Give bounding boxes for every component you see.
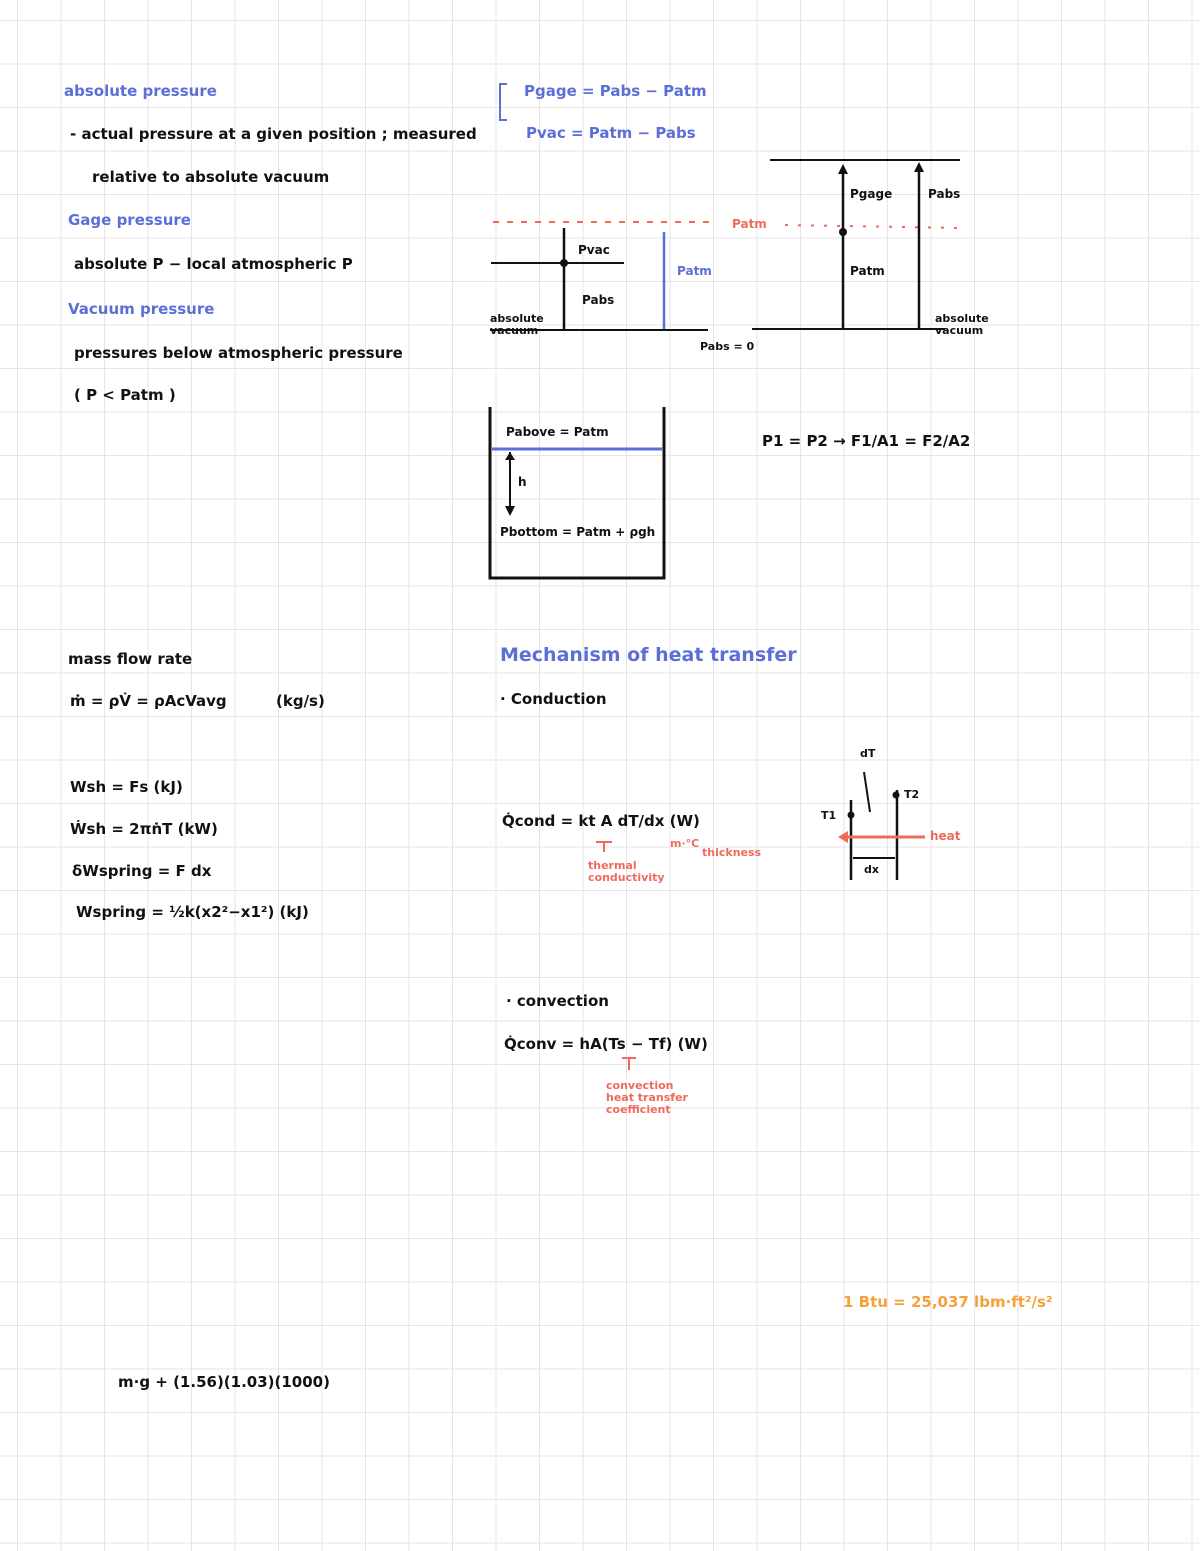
pabs-left-label: Pabs xyxy=(582,293,615,307)
dT-label: dT xyxy=(860,747,876,760)
mass-flow-rate-heading: mass flow rate xyxy=(68,650,193,668)
pabs-left-point xyxy=(560,259,568,267)
depth-arrow-top xyxy=(505,452,515,460)
mass-flow-rate-formula: ṁ = ρV̇ = ρAcVavg xyxy=(70,692,227,710)
pascal-formula: P1 = P2 → F1/A1 = F2/A2 xyxy=(762,432,971,450)
bottom-formula: m·g + (1.56)(1.03)(1000) xyxy=(118,1373,330,1391)
vacuum-pressure-condition: ( P < Patm ) xyxy=(74,386,176,404)
conduction-bullet: · Conduction xyxy=(500,690,607,708)
vacuum-pressure-definition: pressures below atmospheric pressure xyxy=(74,344,403,362)
tank-depth-label: h xyxy=(518,475,527,489)
absolute-vacuum-left-label: absolute vacuum xyxy=(490,312,544,337)
convection-bullet: · convection xyxy=(506,992,609,1010)
dx-label: dx xyxy=(864,863,879,876)
conductivity-unit-hint: m·°C xyxy=(670,837,700,850)
vacuum-pressure-formula: Pvac = Patm − Pabs xyxy=(526,124,696,142)
gage-pressure-formula: Pgage = Pabs − Patm xyxy=(524,82,707,100)
patm-dotted-line xyxy=(785,225,960,228)
absolute-pressure-heading: absolute pressure xyxy=(64,82,217,100)
dT-arrow xyxy=(864,772,870,812)
kt-annotation-mark xyxy=(596,842,612,852)
thermal-conductivity-note: thermal conductivity xyxy=(588,859,665,884)
pgage-arrow-head xyxy=(838,164,848,174)
absolute-pressure-definition-line-1: - actual pressure at a given position ; measured xyxy=(70,125,477,143)
pabs-zero-label: Pabs = 0 xyxy=(700,340,755,353)
tank-bottom-pressure-label: Pbottom = Patm + ρgh xyxy=(500,525,656,539)
convection-formula: Q̇conv = hA(Ts − Tf) (W) xyxy=(504,1035,708,1053)
T2-point xyxy=(893,792,900,799)
depth-arrow-bottom xyxy=(505,506,515,516)
absolute-vacuum-right-label: absolute vacuum xyxy=(935,312,989,337)
patm-right-label: Patm xyxy=(850,264,885,278)
T1-label: T1 xyxy=(821,809,837,822)
absolute-pressure-definition-line-2: relative to absolute vacuum xyxy=(92,168,330,186)
thickness-note: thickness xyxy=(702,846,762,859)
spring-work-formula: Wspring = ½k(x2²−x1²) (kJ) xyxy=(76,903,309,921)
tank-top-pressure-label: Pabove = Patm xyxy=(506,425,609,439)
patm-left-label: Patm xyxy=(677,264,712,278)
conduction-formula: Q̇cond = kt A dT/dx (W) xyxy=(502,812,700,830)
mass-flow-rate-units: (kg/s) xyxy=(276,692,325,710)
heat-label: heat xyxy=(930,829,961,843)
T1-point xyxy=(848,812,855,819)
heat-transfer-heading: Mechanism of heat transfer xyxy=(500,644,797,666)
shaft-power-formula: Ẇsh = 2πṅT (kW) xyxy=(70,820,218,838)
convection-coefficient-note: convection heat transfer coefficient xyxy=(606,1079,688,1116)
shaft-work-formula: Wsh = Fs (kJ) xyxy=(70,778,183,796)
h-annotation-mark xyxy=(622,1058,636,1070)
heat-arrow-head xyxy=(838,831,848,843)
patm-line-label: Patm xyxy=(732,217,767,231)
formula-bracket xyxy=(500,84,507,120)
pgage-label: Pgage xyxy=(850,187,893,201)
vacuum-pressure-heading: Vacuum pressure xyxy=(68,300,215,318)
patm-point xyxy=(839,228,847,236)
gage-pressure-heading: Gage pressure xyxy=(68,211,191,229)
btu-conversion-note: 1 Btu = 25,037 lbm·ft²/s² xyxy=(843,1293,1053,1311)
gage-pressure-definition: absolute P − local atmospheric P xyxy=(74,255,353,273)
T2-label: T2 xyxy=(904,788,920,801)
spring-work-differential: δWspring = F dx xyxy=(72,862,212,880)
pvac-label: Pvac xyxy=(578,243,610,257)
pabs-right-arrow-head xyxy=(914,162,924,172)
pabs-right-label: Pabs xyxy=(928,187,961,201)
